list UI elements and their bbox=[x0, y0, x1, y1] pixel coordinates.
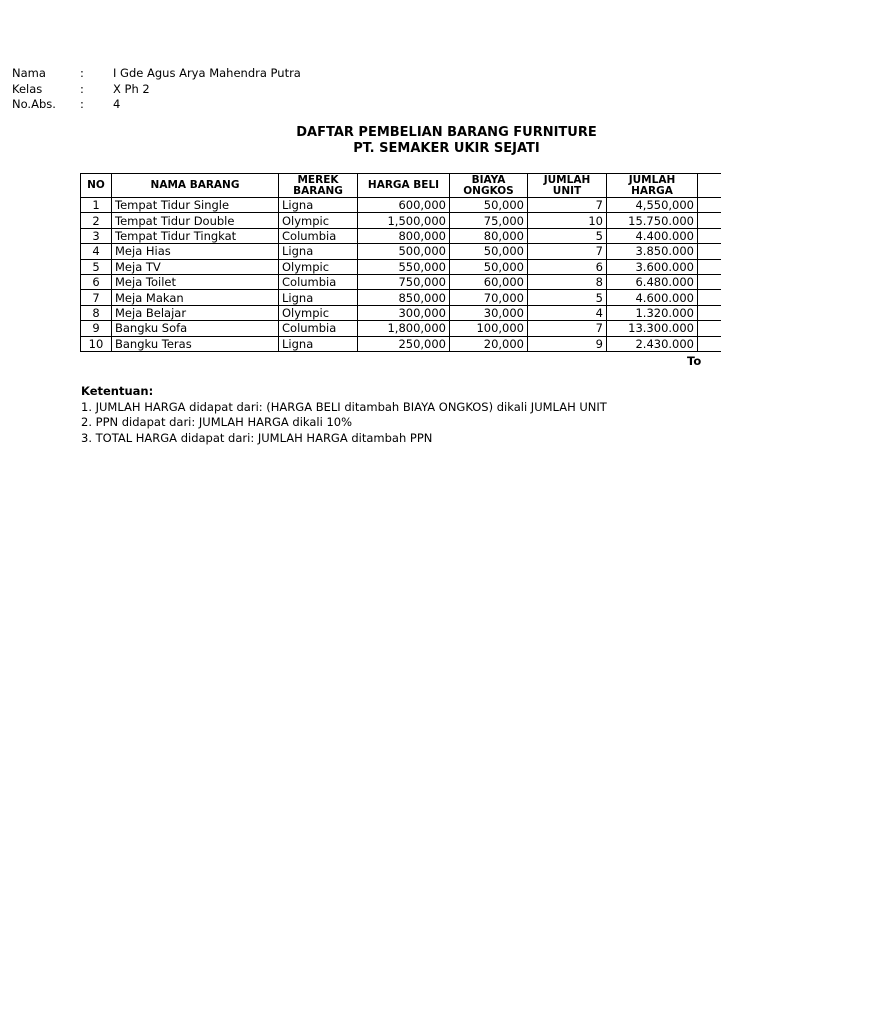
table-row bbox=[81, 259, 721, 274]
cell-merek-barang: Olympic bbox=[279, 259, 358, 274]
cell-overflow bbox=[698, 274, 721, 289]
cell-jumlah-unit: 5 bbox=[528, 228, 607, 243]
cell-harga-beli: 250,000 bbox=[358, 336, 450, 351]
cell-nama-barang: Meja Hias bbox=[112, 244, 279, 259]
info-colon: : bbox=[80, 97, 84, 111]
header-merek-barang: MEREK BARANG bbox=[279, 174, 358, 198]
cell-nama-barang: Bangku Teras bbox=[112, 336, 279, 351]
table-row bbox=[81, 321, 721, 336]
info-value: I Gde Agus Arya Mahendra Putra bbox=[113, 66, 301, 80]
notes-heading: Ketentuan: bbox=[81, 384, 154, 398]
info-colon: : bbox=[80, 66, 84, 80]
cell-merek-barang: Ligna bbox=[279, 336, 358, 351]
note-item: 1. JUMLAH HARGA didapat dari: (HARGA BELI ditambah BIAYA ONGKOS) dikali JUMLAH UNIT bbox=[81, 399, 607, 414]
cell-biaya-ongkos: 80,000 bbox=[450, 228, 528, 243]
cell-jumlah-harga: 6.480.000 bbox=[607, 274, 698, 289]
student-info bbox=[12, 66, 301, 113]
cell-jumlah-harga: 15.750.000 bbox=[607, 213, 698, 228]
info-value: 4 bbox=[113, 97, 121, 111]
cell-biaya-ongkos: 50,000 bbox=[450, 244, 528, 259]
purchase-table bbox=[80, 173, 721, 352]
cell-jumlah-harga: 4.400.000 bbox=[607, 228, 698, 243]
cell-nama-barang: Meja TV bbox=[112, 259, 279, 274]
info-label: Kelas bbox=[12, 81, 43, 96]
info-row-noabs bbox=[12, 97, 301, 113]
cell-jumlah-unit: 4 bbox=[528, 305, 607, 320]
cell-overflow bbox=[698, 244, 721, 259]
cell-no: 7 bbox=[81, 290, 112, 305]
total-label: To bbox=[687, 354, 702, 368]
cell-nama-barang: Meja Belajar bbox=[112, 305, 279, 320]
info-row-nama bbox=[12, 66, 301, 82]
table-row bbox=[81, 290, 721, 305]
page-subtitle: PT. SEMAKER UKIR SEJATI bbox=[353, 141, 540, 156]
cell-jumlah-unit: 7 bbox=[528, 321, 607, 336]
cell-harga-beli: 600,000 bbox=[358, 198, 450, 213]
cell-biaya-ongkos: 20,000 bbox=[450, 336, 528, 351]
cell-overflow bbox=[698, 290, 721, 305]
cell-no: 8 bbox=[81, 305, 112, 320]
cell-jumlah-harga: 3.850.000 bbox=[607, 244, 698, 259]
info-label: Nama bbox=[12, 66, 46, 80]
cell-harga-beli: 850,000 bbox=[358, 290, 450, 305]
cell-harga-beli: 1,500,000 bbox=[358, 213, 450, 228]
cell-jumlah-unit: 8 bbox=[528, 274, 607, 289]
info-colon: : bbox=[80, 81, 84, 96]
cell-biaya-ongkos: 70,000 bbox=[450, 290, 528, 305]
cell-jumlah-unit: 7 bbox=[528, 244, 607, 259]
cell-no: 3 bbox=[81, 228, 112, 243]
cell-no: 10 bbox=[81, 336, 112, 351]
note-item: 2. PPN didapat dari: JUMLAH HARGA dikali 10% bbox=[81, 415, 353, 429]
cell-merek-barang: Ligna bbox=[279, 198, 358, 213]
cell-no: 2 bbox=[81, 213, 112, 228]
purchase-table-viewport bbox=[80, 173, 698, 352]
cell-harga-beli: 500,000 bbox=[358, 244, 450, 259]
cell-nama-barang: Tempat Tidur Single bbox=[112, 198, 279, 213]
cell-no: 5 bbox=[81, 259, 112, 274]
cell-no: 9 bbox=[81, 321, 112, 336]
table-row bbox=[81, 213, 721, 228]
cell-harga-beli: 1,800,000 bbox=[358, 321, 450, 336]
cell-overflow bbox=[698, 321, 721, 336]
table-row bbox=[81, 198, 721, 213]
header-no: NO bbox=[81, 174, 112, 198]
cell-harga-beli: 750,000 bbox=[358, 274, 450, 289]
header-jumlah-unit: JUMLAH UNIT bbox=[528, 174, 607, 198]
cell-overflow bbox=[698, 336, 721, 351]
cell-harga-beli: 800,000 bbox=[358, 228, 450, 243]
table-row bbox=[81, 244, 721, 259]
cell-jumlah-unit: 6 bbox=[528, 259, 607, 274]
header-overflow bbox=[698, 174, 721, 198]
cell-biaya-ongkos: 60,000 bbox=[450, 274, 528, 289]
cell-nama-barang: Bangku Sofa bbox=[112, 321, 279, 336]
cell-harga-beli: 300,000 bbox=[358, 305, 450, 320]
total-label-viewport bbox=[600, 353, 702, 369]
table-row bbox=[81, 305, 721, 320]
cell-merek-barang: Ligna bbox=[279, 290, 358, 305]
page-title: DAFTAR PEMBELIAN BARANG FURNITURE bbox=[296, 125, 597, 140]
note-item: 3. TOTAL HARGA didapat dari: JUMLAH HARGA ditambah PPN bbox=[81, 430, 433, 445]
cell-merek-barang: Olympic bbox=[279, 213, 358, 228]
cell-biaya-ongkos: 100,000 bbox=[450, 321, 528, 336]
table-row bbox=[81, 336, 721, 351]
table-row bbox=[81, 274, 721, 289]
cell-no: 1 bbox=[81, 198, 112, 213]
cell-biaya-ongkos: 75,000 bbox=[450, 213, 528, 228]
info-value: X Ph 2 bbox=[113, 81, 150, 96]
cell-jumlah-harga: 3.600.000 bbox=[607, 259, 698, 274]
header-harga-beli: HARGA BELI bbox=[358, 174, 450, 198]
cell-overflow bbox=[698, 259, 721, 274]
info-label: No.Abs. bbox=[12, 97, 56, 111]
header-biaya-ongkos: BIAYA ONGKOS bbox=[450, 174, 528, 198]
cell-jumlah-harga: 4.600.000 bbox=[607, 290, 698, 305]
cell-merek-barang: Ligna bbox=[279, 244, 358, 259]
cell-jumlah-harga: 2.430.000 bbox=[607, 336, 698, 351]
table-body bbox=[81, 198, 721, 352]
cell-overflow bbox=[698, 228, 721, 243]
cell-no: 6 bbox=[81, 274, 112, 289]
cell-overflow bbox=[698, 213, 721, 228]
table-header-row bbox=[81, 174, 721, 198]
cell-biaya-ongkos: 50,000 bbox=[450, 198, 528, 213]
notes-section bbox=[81, 384, 607, 446]
cell-nama-barang: Meja Toilet bbox=[112, 274, 279, 289]
cell-merek-barang: Olympic bbox=[279, 305, 358, 320]
cell-jumlah-harga: 1.320.000 bbox=[607, 305, 698, 320]
cell-jumlah-unit: 5 bbox=[528, 290, 607, 305]
cell-jumlah-harga: 4,550,000 bbox=[607, 198, 698, 213]
cell-jumlah-unit: 9 bbox=[528, 336, 607, 351]
table-row bbox=[81, 228, 721, 243]
cell-overflow bbox=[698, 305, 721, 320]
header-jumlah-harga: JUMLAH HARGA bbox=[607, 174, 698, 198]
cell-no: 4 bbox=[81, 244, 112, 259]
cell-merek-barang: Columbia bbox=[279, 321, 358, 336]
cell-biaya-ongkos: 50,000 bbox=[450, 259, 528, 274]
cell-jumlah-unit: 10 bbox=[528, 213, 607, 228]
info-row-kelas bbox=[12, 82, 301, 98]
cell-merek-barang: Columbia bbox=[279, 228, 358, 243]
header-nama-barang: NAMA BARANG bbox=[112, 174, 279, 198]
cell-overflow bbox=[698, 198, 721, 213]
cell-nama-barang: Meja Makan bbox=[112, 290, 279, 305]
cell-nama-barang: Tempat Tidur Double bbox=[112, 213, 279, 228]
cell-jumlah-unit: 7 bbox=[528, 198, 607, 213]
cell-nama-barang: Tempat Tidur Tingkat bbox=[112, 228, 279, 243]
cell-harga-beli: 550,000 bbox=[358, 259, 450, 274]
cell-merek-barang: Columbia bbox=[279, 274, 358, 289]
cell-jumlah-harga: 13.300.000 bbox=[607, 321, 698, 336]
cell-biaya-ongkos: 30,000 bbox=[450, 305, 528, 320]
